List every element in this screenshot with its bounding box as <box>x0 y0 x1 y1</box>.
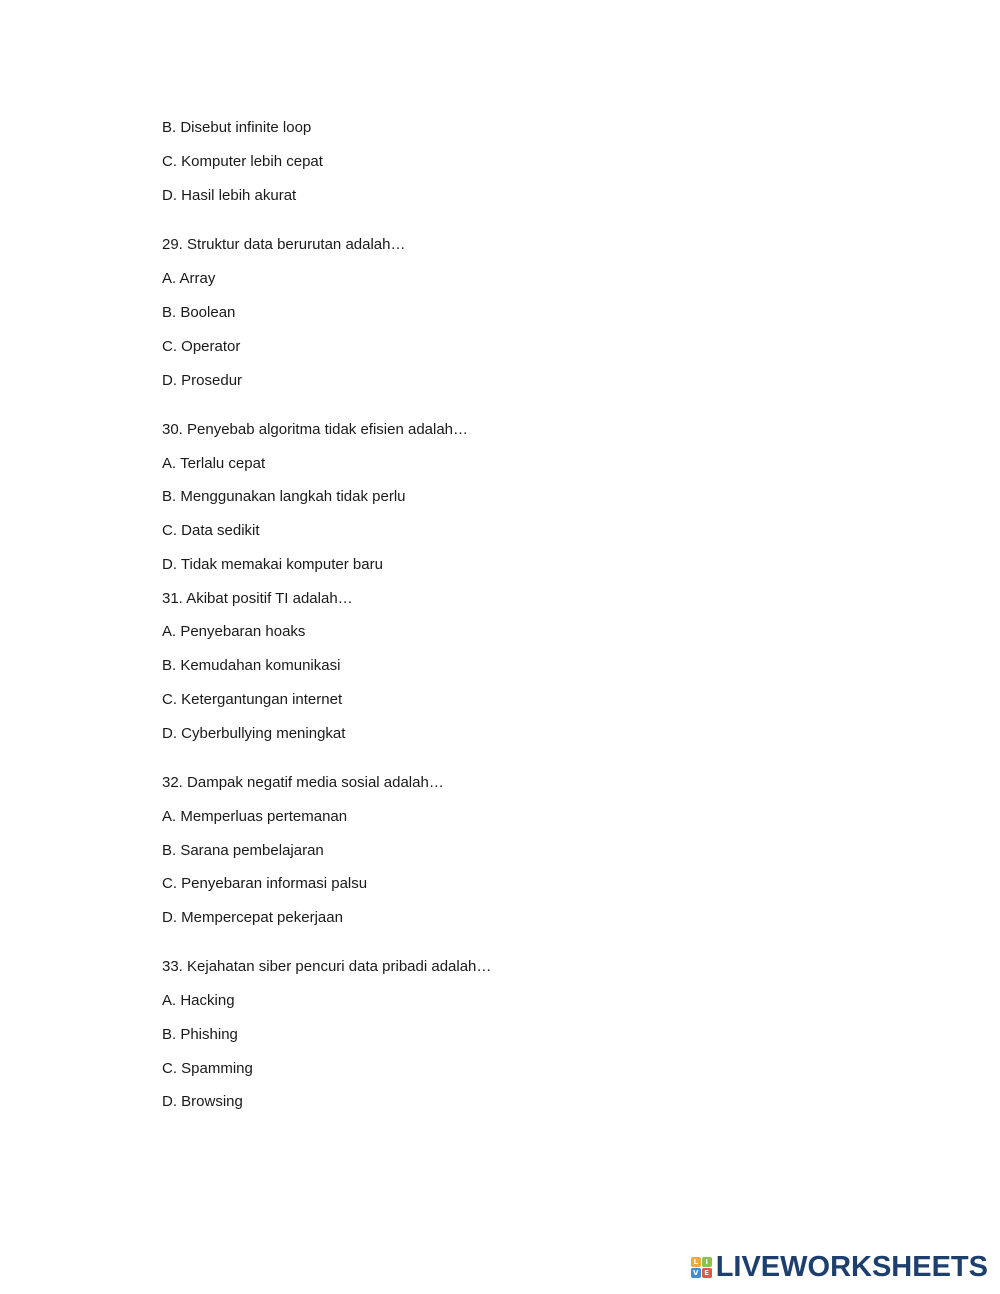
answer-option: D. Browsing <box>162 1093 243 1110</box>
answer-option: C. Komputer lebih cepat <box>162 153 323 170</box>
answer-option: B. Kemudahan komunikasi <box>162 657 341 674</box>
answer-option: D. Mempercepat pekerjaan <box>162 909 343 926</box>
answer-option: C. Spamming <box>162 1060 253 1077</box>
logo-text: LIVEWORKSHEETS <box>715 1251 988 1283</box>
question-text: 33. Kejahatan siber pencuri data pribadi adalah… <box>162 958 492 975</box>
answer-option: B. Menggunakan langkah tidak perlu <box>162 488 406 505</box>
answer-option: A. Memperluas pertemanan <box>162 808 348 825</box>
question-text: 29. Struktur data berurutan adalah… <box>162 236 406 253</box>
answer-option: A. Array <box>162 270 216 287</box>
question-text: 32. Dampak negatif media sosial adalah… <box>162 774 444 791</box>
answer-option: C. Operator <box>162 338 241 355</box>
answer-option: B. Sarana pembelajaran <box>162 842 324 859</box>
answer-option: D. Hasil lebih akurat <box>162 187 297 204</box>
answer-option: A. Hacking <box>162 992 235 1009</box>
answer-option: B. Phishing <box>162 1026 238 1043</box>
answer-option: D. Prosedur <box>162 372 243 389</box>
liveworksheets-logo <box>691 1252 988 1282</box>
answer-option: D. Cyberbullying meningkat <box>162 725 346 742</box>
question-text: 31. Akibat positif TI adalah… <box>162 590 353 607</box>
question-text: 30. Penyebab algoritma tidak efisien adalah… <box>162 421 469 438</box>
liveworksheets-mark-icon: L I V E <box>691 1257 712 1278</box>
answer-option: C. Data sedikit <box>162 522 260 539</box>
answer-option: B. Disebut infinite loop <box>162 119 312 136</box>
answer-option: C. Penyebaran informasi palsu <box>162 875 368 892</box>
answer-option: A. Penyebaran hoaks <box>162 623 306 640</box>
answer-option: C. Ketergantungan internet <box>162 691 343 708</box>
answer-option: D. Tidak memakai komputer baru <box>162 556 383 573</box>
answer-option: B. Boolean <box>162 304 236 321</box>
answer-option: A. Terlalu cepat <box>162 455 266 472</box>
